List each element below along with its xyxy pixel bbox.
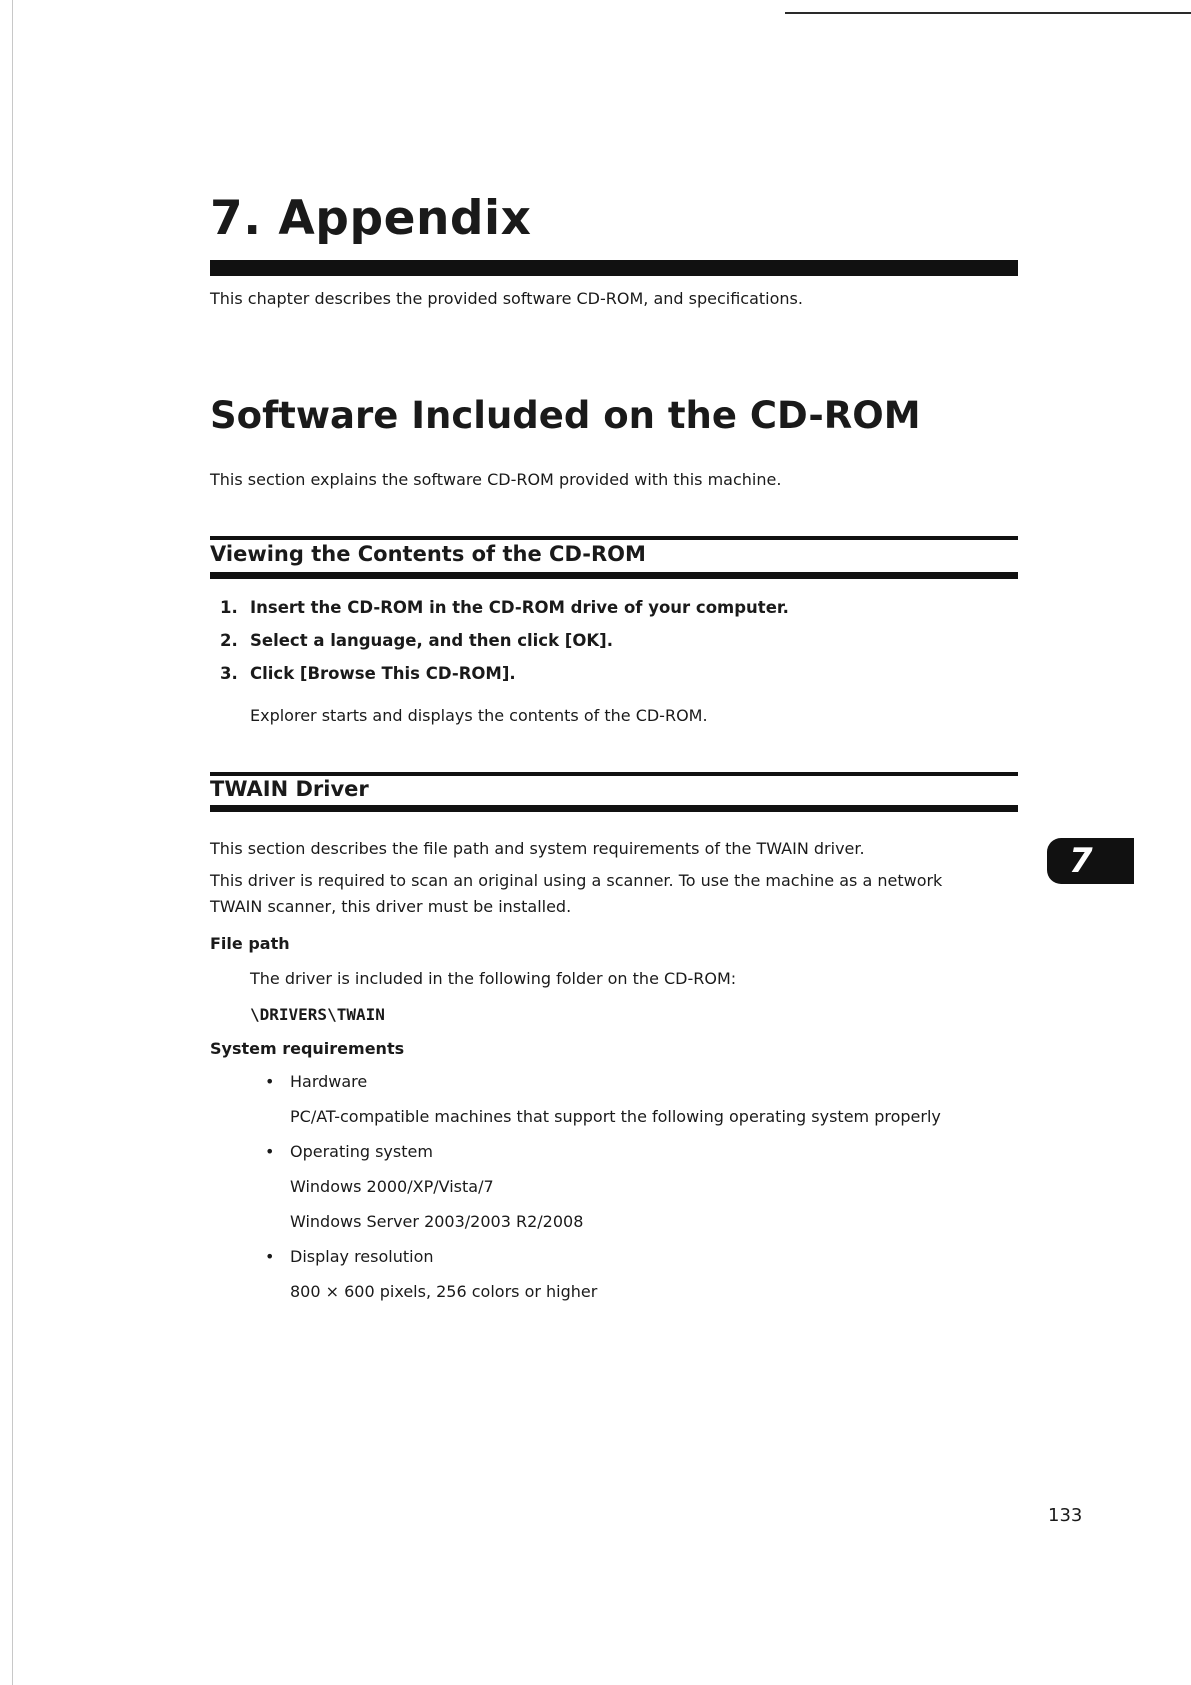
top-rule <box>785 12 1191 14</box>
section-title: Software Included on the CD-ROM <box>210 394 921 437</box>
bullet-icon: • <box>265 1072 275 1091</box>
chapter-tab <box>1047 838 1134 884</box>
chapter-title-bar <box>210 260 1018 276</box>
requirement-detail: Windows Server 2003/2003 R2/2008 <box>290 1212 584 1231</box>
twain-paragraph-1: This section describes the file path and system requirements of the TWAIN driver. <box>210 839 865 858</box>
requirement-heading: Display resolution <box>290 1247 434 1266</box>
steps-list <box>220 597 789 696</box>
step-item <box>220 663 789 696</box>
requirement-detail: Windows 2000/XP/Vista/7 <box>290 1177 494 1196</box>
step-item <box>220 630 789 663</box>
step-number: 2. <box>220 631 238 650</box>
chapter-title: 7. Appendix <box>210 191 532 246</box>
chapter-intro: This chapter describes the provided software CD-ROM, and specifications. <box>210 289 803 308</box>
step-number: 3. <box>220 664 238 683</box>
file-path-value: \DRIVERS\TWAIN <box>250 1005 385 1024</box>
step-text: Select a language, and then click [OK]. <box>250 631 613 650</box>
step-item <box>220 597 789 630</box>
subsection-rule-bottom <box>210 805 1018 812</box>
chapter-tab-number: 7 <box>1069 841 1093 881</box>
page-number: 133 <box>1048 1505 1083 1526</box>
step-number: 1. <box>220 598 238 617</box>
step-text: Click [Browse This CD-ROM]. <box>250 664 516 683</box>
step-text: Insert the CD-ROM in the CD-ROM drive of your computer. <box>250 598 789 617</box>
subsection-title-viewing: Viewing the Contents of the CD-ROM <box>210 542 646 566</box>
subsection-rule-top <box>210 772 1018 776</box>
requirement-heading: Operating system <box>290 1142 433 1161</box>
subsection-title-twain: TWAIN Driver <box>210 777 369 801</box>
subsection-rule-top <box>210 536 1018 540</box>
section-intro: This section explains the software CD-ROM provided with this machine. <box>210 470 782 489</box>
scan-edge-line <box>12 0 13 1685</box>
bullet-icon: • <box>265 1247 275 1266</box>
subsection-rule-bottom <box>210 572 1018 579</box>
requirement-detail: PC/AT-compatible machines that support the following operating system properly <box>290 1107 941 1126</box>
step-note: Explorer starts and displays the contents of the CD-ROM. <box>250 706 708 725</box>
file-path-text: The driver is included in the following folder on the CD-ROM: <box>250 969 737 988</box>
twain-paragraph-2: This driver is required to scan an original using a scanner. To use the machine as a network TWAIN scanner, this driver must be installed. <box>210 871 943 916</box>
requirement-detail: 800 × 600 pixels, 256 colors or higher <box>290 1282 598 1301</box>
file-path-label: File path <box>210 934 290 953</box>
system-requirements-label: System requirements <box>210 1039 405 1058</box>
requirement-heading: Hardware <box>290 1072 368 1091</box>
bullet-icon: • <box>265 1142 275 1161</box>
